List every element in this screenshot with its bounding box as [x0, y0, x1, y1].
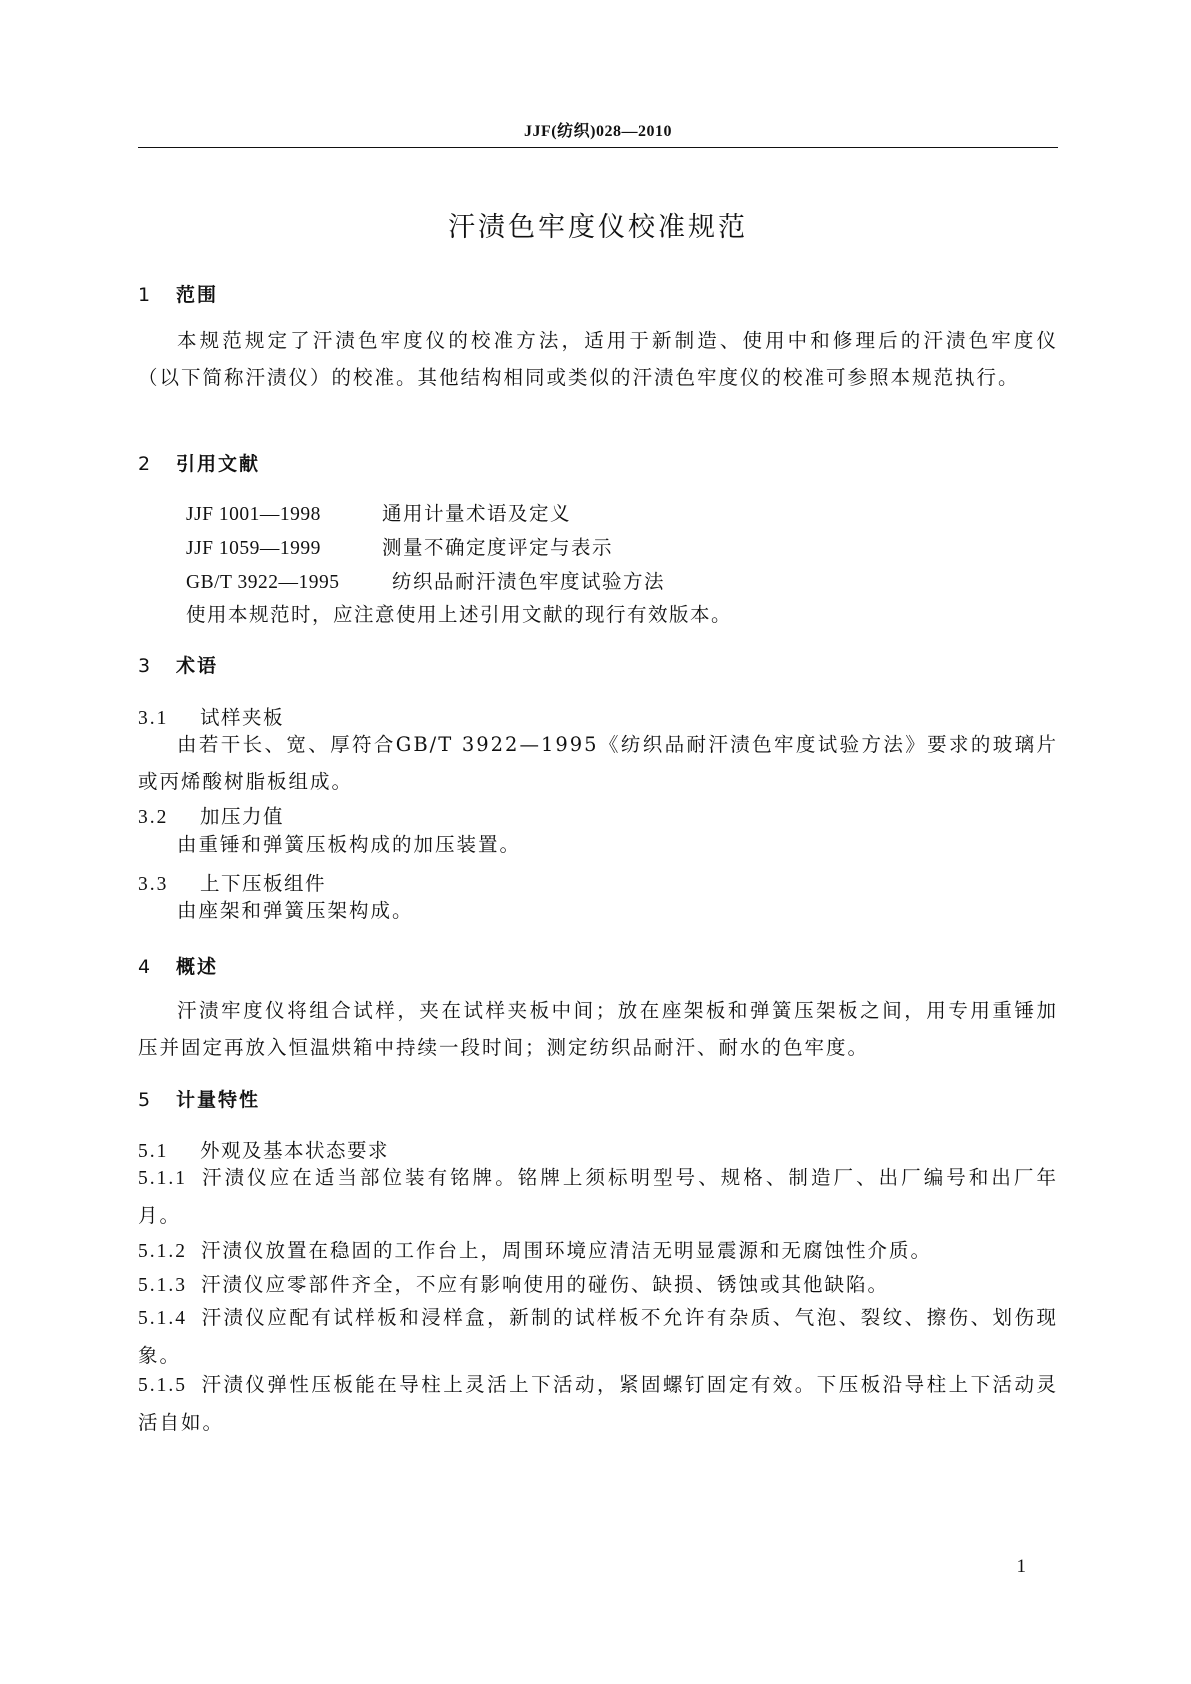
term-heading	[138, 868, 326, 896]
section-title: 术语	[176, 655, 219, 677]
clause-item	[138, 1160, 1058, 1234]
section-4-heading	[138, 952, 218, 979]
term-name: 上下压板组件	[200, 872, 327, 895]
page-number: 1	[1016, 1556, 1026, 1577]
section-number: 3	[138, 655, 153, 677]
subsection-title: 外观及基本状态要求	[200, 1139, 390, 1162]
term-name: 加压力值	[200, 805, 285, 828]
term-number: 3.1	[138, 708, 169, 729]
reference-item	[186, 532, 613, 560]
section-number: 1	[138, 284, 153, 306]
clause-text: 汗渍仪弹性压板能在导柱上灵活上下活动，紧固螺钉固定有效。下压板沿导柱上下活动灵活自如。	[138, 1373, 1058, 1434]
clause-item	[138, 1300, 1058, 1374]
section-title: 引用文献	[176, 453, 261, 475]
section-title: 概述	[176, 956, 219, 978]
section-1-paragraph: 本规范规定了汗渍色牢度仪的校准方法，适用于新制造、使用中和修理后的汗渍色牢度仪（以下简称汗渍仪）的校准。其他结构相同或类似的汗渍色牢度仪的校准可参照本规范执行。	[138, 329, 1058, 389]
section-2-heading	[138, 449, 260, 476]
reference-item	[186, 566, 665, 594]
clause-number: 5.1.1	[138, 1168, 187, 1189]
clause-text: 汗渍仪应配有试样板和浸样盒，新制的试样板不允许有杂质、气泡、裂纹、擦伤、划伤现象。	[138, 1306, 1058, 1367]
term-name: 试样夹板	[200, 706, 285, 729]
reference-item	[186, 498, 571, 526]
section-number: 2	[138, 453, 153, 475]
term-heading	[138, 702, 284, 730]
term-heading	[138, 801, 284, 829]
section-4-paragraph: 汗渍牢度仪将组合试样，夹在试样夹板中间；放在座架板和弹簧压架板之间，用专用重锤加压并固定再放入恒温烘箱中持续一段时间；测定纺织品耐汗、耐水的色牢度。	[138, 999, 1058, 1059]
section-3-heading	[138, 651, 218, 678]
reference-note: 使用本规范时，应注意使用上述引用文献的现行有效版本。	[186, 603, 733, 626]
document-header: JJF(纺织)028—2010	[524, 123, 672, 140]
section-number: 4	[138, 956, 153, 978]
reference-name: 测量不确定度评定与表示	[382, 536, 614, 559]
clause-text: 汗渍仪应在适当部位装有铭牌。铭牌上须标明型号、规格、制造厂、出厂编号和出厂年月。	[138, 1166, 1058, 1227]
section-number: 5	[138, 1089, 153, 1111]
clause-item	[138, 1233, 1058, 1271]
term-definition: 由座架和弹簧压架构成。	[177, 899, 414, 922]
page-title: 汗渍色牢度仪校准规范	[448, 212, 748, 243]
section-1-heading	[138, 280, 218, 307]
reference-code: GB/T 3922—1995	[186, 572, 340, 593]
reference-name: 纺织品耐汗渍色牢度试验方法	[392, 570, 666, 593]
clause-number: 5.1.3	[138, 1275, 187, 1296]
clause-text: 汗渍仪应零部件齐全，不应有影响使用的碰伤、缺损、锈蚀或其他缺陷。	[201, 1273, 890, 1296]
subsection-heading	[138, 1135, 389, 1163]
clause-number: 5.1.2	[138, 1241, 187, 1262]
term-number: 3.3	[138, 874, 169, 895]
clause-number: 5.1.4	[138, 1308, 187, 1329]
section-title: 范围	[176, 284, 219, 306]
clause-number: 5.1.5	[138, 1375, 187, 1396]
header-rule	[138, 147, 1058, 148]
subsection-number: 5.1	[138, 1141, 169, 1162]
section-title: 计量特性	[176, 1089, 261, 1111]
section-5-heading	[138, 1085, 260, 1112]
term-number: 3.2	[138, 807, 169, 828]
reference-code: JJF 1001—1998	[186, 504, 321, 525]
reference-name: 通用计量术语及定义	[382, 502, 572, 525]
reference-code: JJF 1059—1999	[186, 538, 321, 559]
clause-text: 汗渍仪放置在稳固的工作台上，周围环境应清洁无明显震源和无腐蚀性介质。	[201, 1239, 933, 1262]
term-definition: 由若干长、宽、厚符合GB/T 3922—1995《纺织品耐汗渍色牢度试验方法》要求的玻璃片或丙烯酸树脂板组成。	[138, 733, 1058, 793]
clause-item	[138, 1367, 1058, 1441]
clause-item	[138, 1267, 1058, 1305]
term-definition: 由重锤和弹簧压板构成的加压装置。	[177, 833, 522, 856]
